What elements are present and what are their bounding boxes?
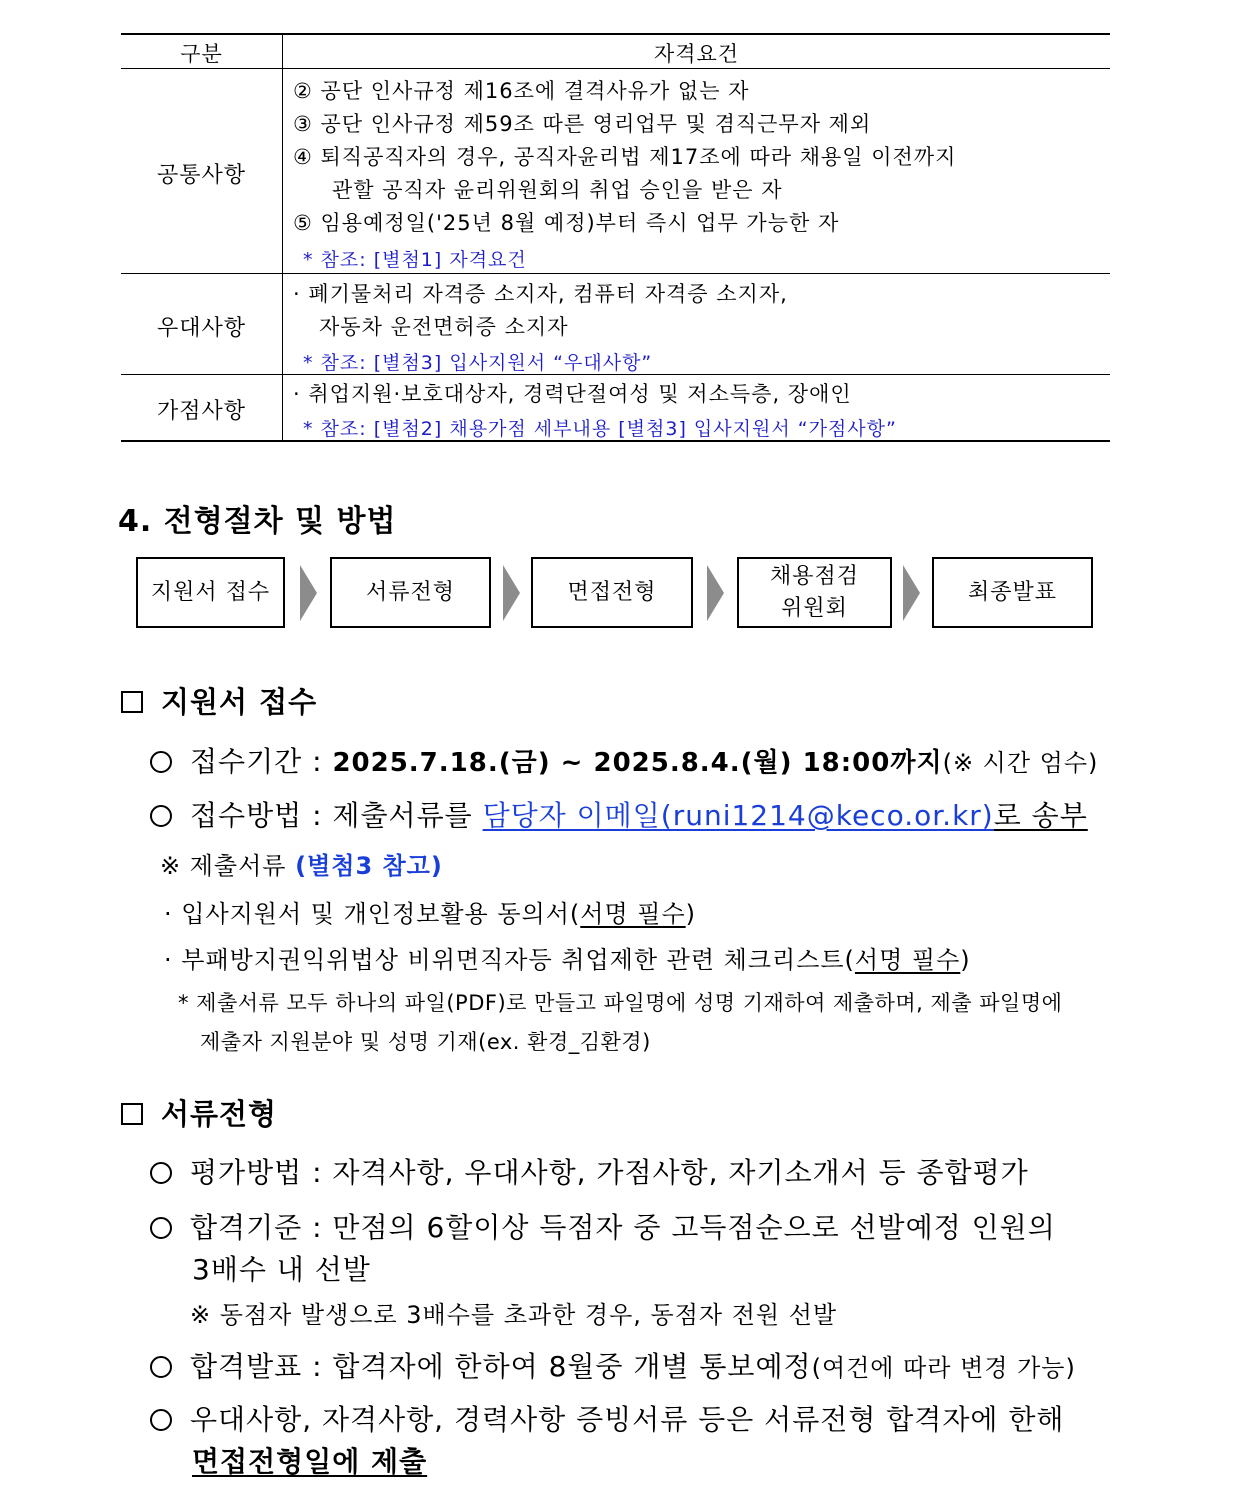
period-note: (※ 시간 엄수) xyxy=(942,749,1099,777)
circle-bullet-icon xyxy=(150,1356,172,1378)
result-announcement xyxy=(150,1345,1076,1385)
pass-criteria-continued: 3배수 내 선발 xyxy=(192,1253,371,1286)
row-label-bonus: 가점사항 xyxy=(156,399,246,424)
circle-bullet-icon xyxy=(150,751,172,773)
chevron-right-icon xyxy=(503,565,520,621)
checkbox-square-icon xyxy=(121,1103,143,1125)
doc-item-text: · 입사지원서 및 개인정보활용 동의서( xyxy=(164,900,581,928)
step-hiring-review-committee: 채용점검 위원회 xyxy=(737,557,892,628)
table-column-divider xyxy=(282,33,283,442)
docs-prefix: ※ 제출서류 xyxy=(160,852,296,880)
docs-reference: (별첨3 참고) xyxy=(295,852,443,880)
application-heading xyxy=(121,680,317,721)
circle-bullet-icon xyxy=(150,1217,172,1239)
period-label: 접수기간 : xyxy=(190,745,333,778)
circle-bullet-icon xyxy=(150,805,172,827)
application-period xyxy=(150,740,1098,780)
table-header-category: 구분 xyxy=(180,42,223,66)
doc-item xyxy=(164,894,696,929)
method-tail: 로 송부 xyxy=(993,799,1088,832)
bullet-text: 평가방법 : 자격사항, 우대사항, 가점사항, 자기소개서 등 종합평가 xyxy=(190,1156,1029,1189)
bullet-text: 합격기준 : 만점의 6할이상 득점자 중 고득점순으로 선발예정 인원의 xyxy=(190,1211,1056,1244)
tie-note: ※ 동점자 발생으로 3배수를 초과한 경우, 동점자 전원 선발 xyxy=(190,1301,838,1329)
bullet-note: (여건에 따라 변경 가능) xyxy=(811,1354,1076,1382)
doc-item-text: · 부패방지권익위법상 비위면직자등 취업제한 관련 체크리스트( xyxy=(164,946,855,974)
table-row-divider xyxy=(121,273,1110,274)
step-document-screening: 서류전형 xyxy=(330,557,491,628)
doc-item-end: ) xyxy=(685,900,697,928)
requirement-line: 관할 공직자 윤리위원회의 취업 승인을 받은 자 xyxy=(332,178,783,202)
requirement-line: ⑤ 임용예정일('25년 8월 예정)부터 즉시 업무 가능한 자 xyxy=(293,211,840,235)
file-note-line1: * 제출서류 모두 하나의 파일(PDF)로 만들고 파일명에 성명 기재하여 제출하며, 제출 파일명에 xyxy=(178,991,1063,1015)
reference-note: * 참조: [별첨3] 입사지원서 “우대사항” xyxy=(303,352,653,374)
row-label-preference: 우대사항 xyxy=(156,316,246,341)
table-header-requirements: 자격요건 xyxy=(653,42,740,66)
step-interview: 면접전형 xyxy=(531,557,693,628)
chevron-right-icon xyxy=(300,565,317,621)
checkbox-square-icon xyxy=(121,691,143,713)
requirement-line: ④ 퇴직공직자의 경우, 공직자윤리법 제17조에 따라 채용일 이전까지 xyxy=(293,145,957,169)
signature-required: 서명 필수 xyxy=(854,946,961,974)
heading-text: 지원서 접수 xyxy=(161,685,318,719)
contact-email-link[interactable]: 담당자 이메일(runi1214@keco.or.kr) xyxy=(482,799,994,832)
row-label-common: 공통사항 xyxy=(156,163,246,188)
signature-required: 서명 필수 xyxy=(580,900,686,928)
reference-note: * 참조: [별첨2] 채용가점 세부내용 [별첨3] 입사지원서 “가점사항” xyxy=(303,418,897,440)
doc-item xyxy=(164,940,971,975)
requirement-line: ② 공단 인사규정 제16조에 결격사유가 없는 자 xyxy=(293,79,750,103)
evidence-submission-deadline xyxy=(192,1440,427,1480)
application-method xyxy=(150,794,1088,834)
deadline-text: 면접전형일에 제출 xyxy=(192,1445,428,1478)
submission-docs-heading xyxy=(160,846,443,881)
requirement-line: ③ 공단 인사규정 제59조 따른 영리업무 및 겸직근무자 제외 xyxy=(293,112,872,136)
bullet-text: 우대사항, 자격사항, 경력사항 증빙서류 등은 서류전형 합격자에 한해 xyxy=(190,1403,1065,1436)
file-note-line2: 제출자 지원분야 및 성명 기재(ex. 환경_김환경) xyxy=(200,1030,651,1054)
requirement-line: · 취업지원·보호대상자, 경력단절여성 및 저소득층, 장애인 xyxy=(293,382,852,406)
period-value: 2025.7.18.(금) ~ 2025.8.4.(월) 18:00까지 xyxy=(332,748,943,778)
step-final-announcement: 최종발표 xyxy=(932,557,1093,628)
requirement-line: · 폐기물처리 자격증 소지자, 컴퓨터 자격증 소지자, xyxy=(293,282,788,306)
step-application: 지원서 접수 xyxy=(136,557,285,628)
requirement-line: 자동차 운전면허증 소지자 xyxy=(319,315,569,339)
bullet-text: 합격발표 : 합격자에 한하여 8월중 개별 통보예정 xyxy=(190,1350,812,1383)
section-title: 4. 전형절차 및 방법 xyxy=(118,504,397,539)
chevron-right-icon xyxy=(903,565,920,621)
table-top-border xyxy=(121,33,1110,35)
pass-criteria xyxy=(150,1206,1056,1246)
reference-note: * 참조: [별첨1] 자격요건 xyxy=(303,249,527,271)
doc-item-end: ) xyxy=(960,946,971,974)
requirements-table xyxy=(121,33,1110,442)
evidence-submission xyxy=(150,1398,1064,1438)
circle-bullet-icon xyxy=(150,1409,172,1431)
table-header-divider xyxy=(121,68,1110,69)
chevron-right-icon xyxy=(707,565,724,621)
heading-text: 서류전형 xyxy=(161,1097,278,1131)
circle-bullet-icon xyxy=(150,1162,172,1184)
screening-heading xyxy=(121,1092,277,1133)
evaluation-method xyxy=(150,1151,1029,1191)
method-label: 접수방법 : 제출서류를 xyxy=(190,799,483,832)
